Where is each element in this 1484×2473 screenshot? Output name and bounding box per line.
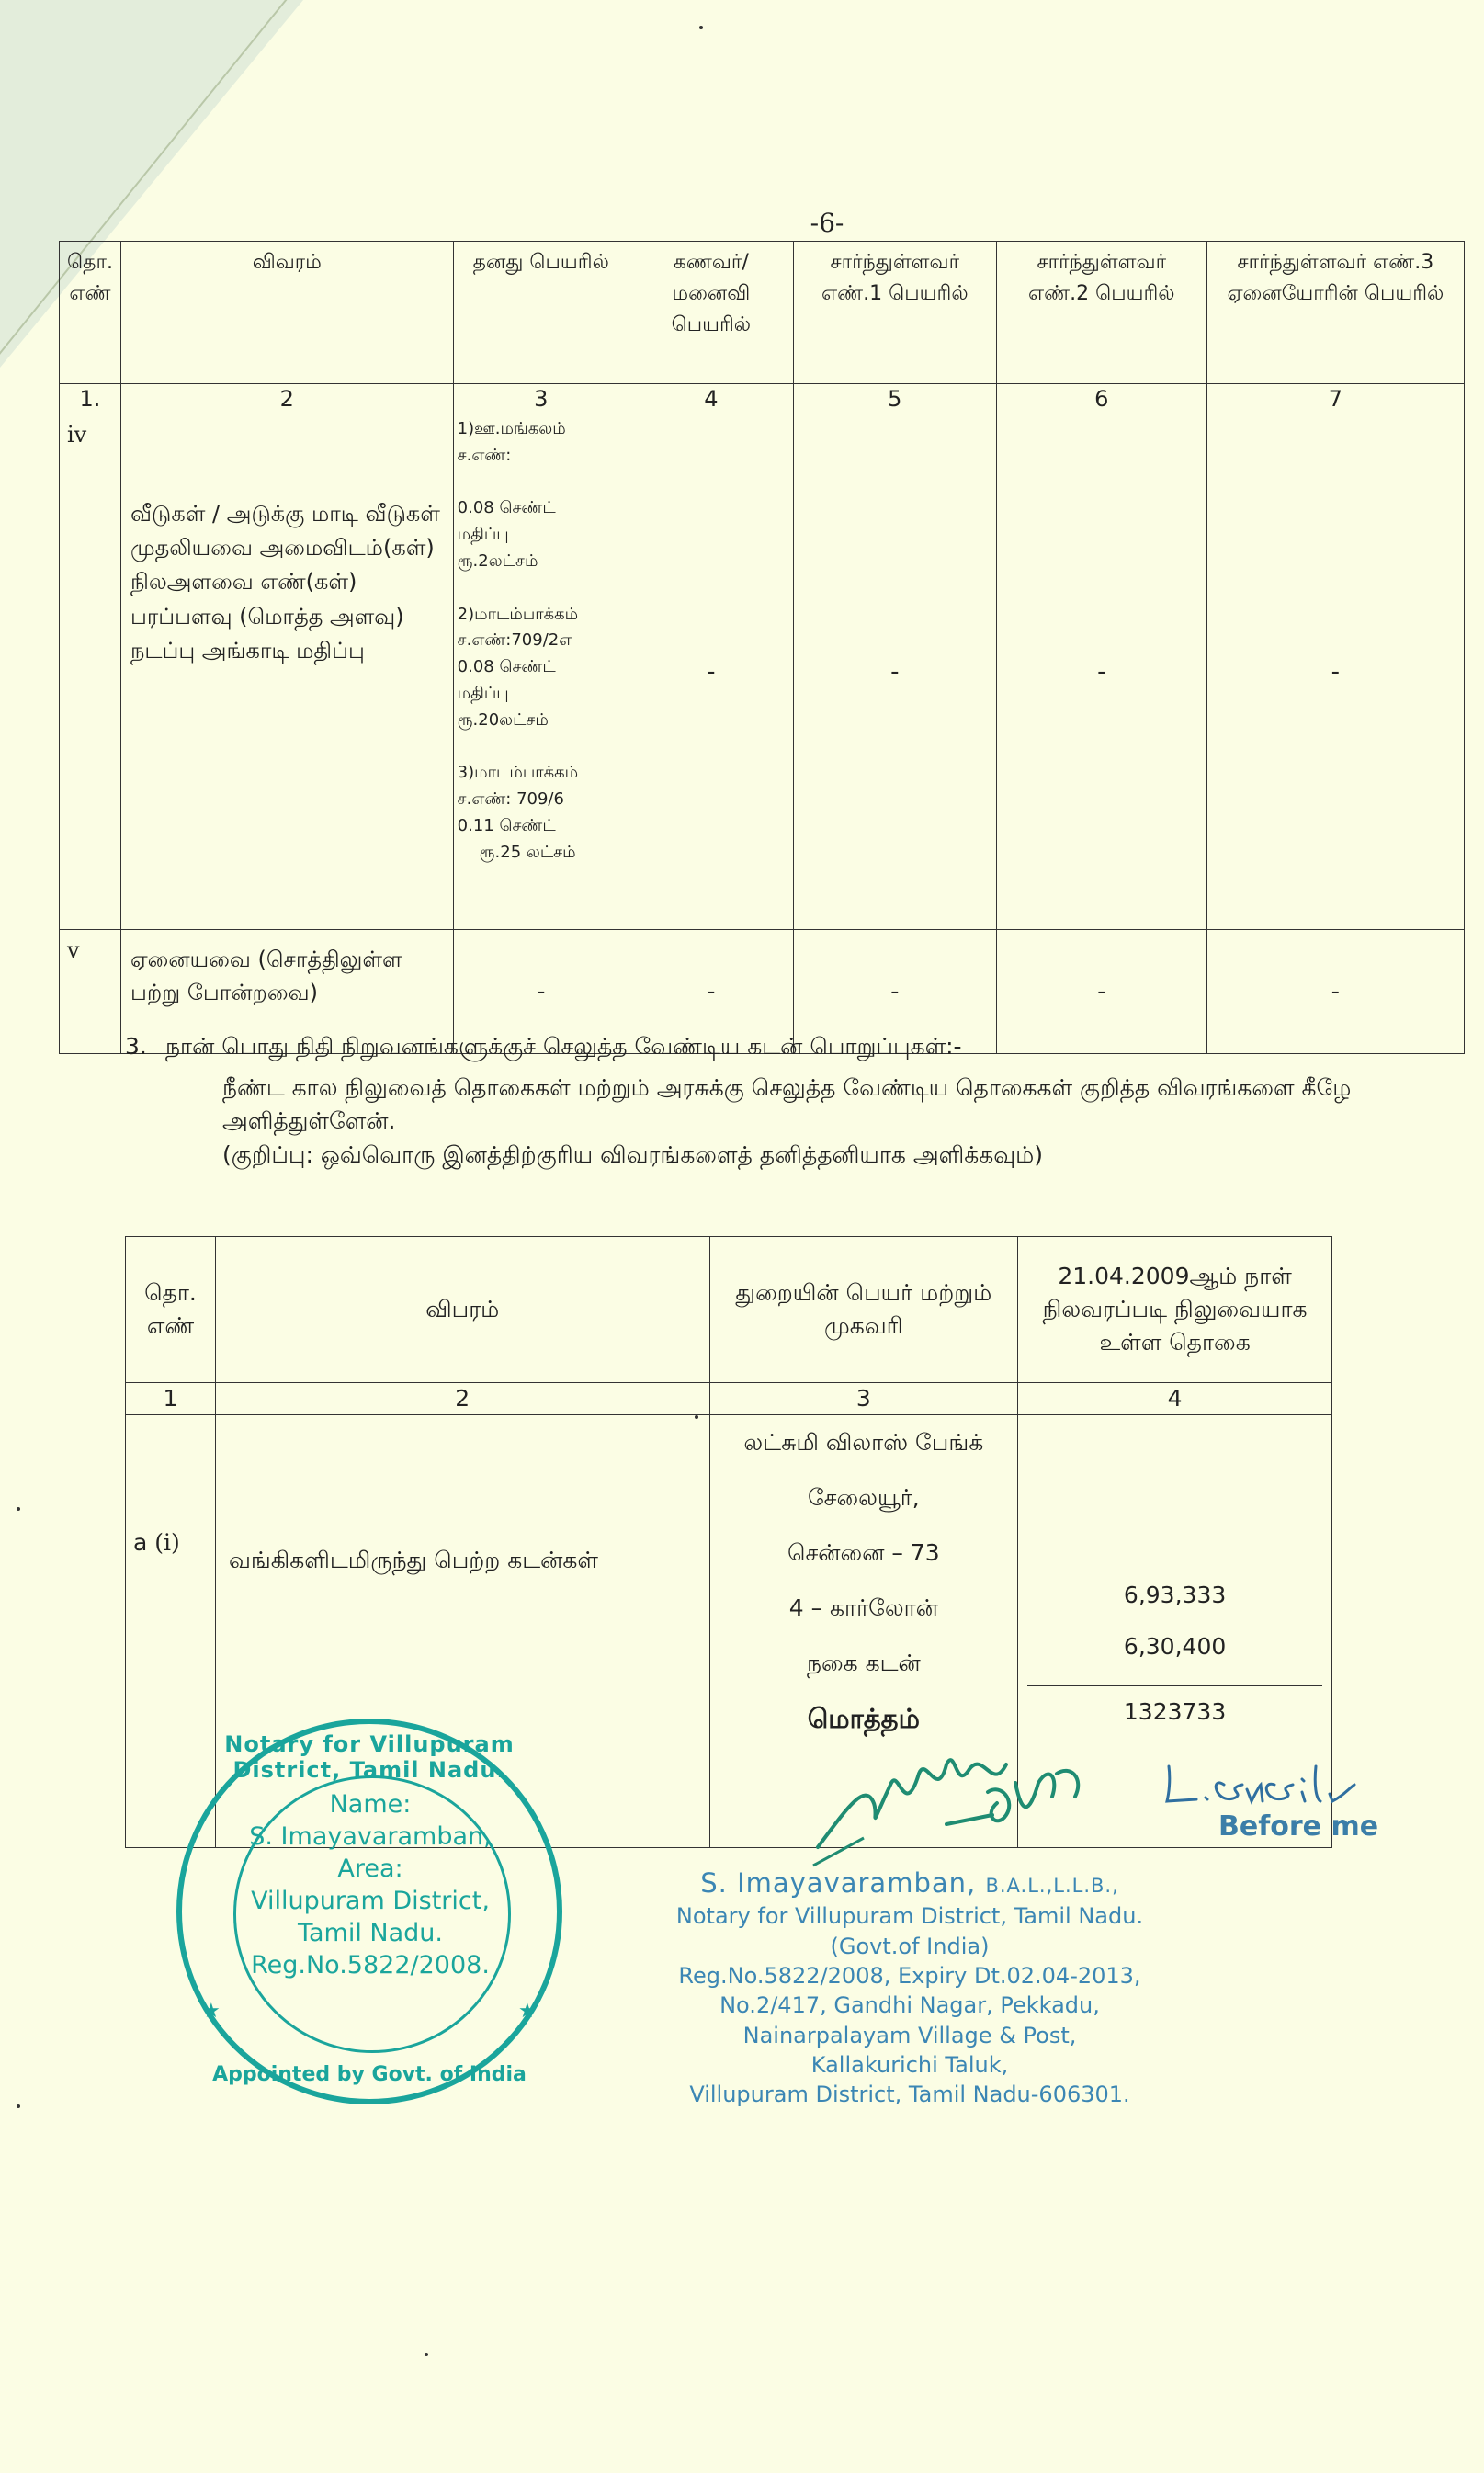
section-title: நான் பொது நிதி நிறுவனங்களுக்குச் செலுத்த வேண்டிய கடன் பொறுப்புகள்:-: [165, 1033, 962, 1060]
property-line: 0.08 செண்ட்: [457, 657, 556, 677]
property-line: 0.08 செண்ட்: [457, 498, 556, 518]
section-3-body: [222, 1072, 1371, 1172]
star-icon: ★: [202, 2000, 221, 2023]
speck: [17, 1507, 20, 1511]
col-number: 5: [793, 384, 996, 414]
property-line: 2)மாடம்பாக்கம்: [457, 604, 579, 624]
property-line: ச.எண்:709/2எ: [457, 630, 572, 651]
total-label: மொத்தம்: [807, 1703, 920, 1734]
stamp-line: Reg.No.5822/2008.: [251, 1951, 490, 1980]
row-description: வங்கிகளிடமிருந்து பெற்ற கடன்கள்: [215, 1415, 709, 1848]
seal-line: No.2/417, Gandhi Nagar, Pekkadu,: [719, 1992, 1100, 2019]
row-description: வீடுகள் / அடுக்கு மாடி வீடுகள் முதலியவை அமைவிடம்(கள்) நிலஅளவை எண்(கள்) பரப்பளவு (மொத்த அளவு) நடப்பு அங்காடி மதிப்பு: [120, 414, 453, 930]
own-name-details: [453, 414, 629, 930]
col-number: 3: [453, 384, 629, 414]
col-number: 4: [1018, 1383, 1332, 1415]
total-amount: 1323733: [1123, 1698, 1227, 1725]
serial-roman: (i): [154, 1529, 180, 1556]
speck: [17, 2104, 20, 2108]
property-line: ச.எண்: 709/6: [457, 789, 564, 810]
bank-line: நகை கடன்: [806, 1650, 921, 1676]
header-description: விபரம்: [215, 1237, 709, 1383]
dependent-2-value: -: [996, 414, 1206, 930]
stamp-ring-top-text: Notary for Villupuram District, Tamil Nadu.: [224, 1731, 515, 1783]
header-dependent-2: சார்ந்துள்ளவர் எண்.2 பெயரில்: [996, 242, 1206, 384]
header-dependent-3: சார்ந்துள்ளவர் எண்.3 ஏனையோரின் பெயரில்: [1206, 242, 1464, 384]
stamp-center-text: [219, 1788, 522, 1982]
bank-line: சென்னை – 73: [787, 1539, 940, 1566]
property-line: [458, 470, 625, 496]
col-number: 1: [126, 1383, 216, 1415]
car-loan-amount: 6,93,333: [1123, 1582, 1227, 1608]
speck: [699, 26, 703, 29]
property-line: 3)மாடம்பாக்கம்: [457, 763, 579, 783]
seal-line: Kallakurichi Taluk,: [810, 2052, 1009, 2079]
row-serial: v: [60, 930, 121, 1054]
col-number: 2: [120, 384, 453, 414]
serial-letter: a: [133, 1529, 148, 1556]
seal-line: Villupuram District, Tamil Nadu-606301.: [689, 2082, 1130, 2108]
stamp-line: Tamil Nadu.: [297, 1919, 444, 1948]
property-line: மதிப்பு: [457, 683, 509, 703]
property-line: ரூ.25 லட்சம்: [479, 842, 576, 862]
header-balance: 21.04.2009ஆம் நாள் நிலவரப்படி நிலுவையாக உள்ள தொகை: [1018, 1237, 1332, 1383]
spouse-value: -: [629, 930, 793, 1054]
notary-signature: [809, 1728, 1103, 1875]
section-paragraph: நீண்ட கால நிலுவைத் தொகைகள் மற்றும் அரசுக்கு செலுத்த வேண்டிய தொகைகள் குறித்த விவரங்களை கீழே அளித்துள்ளேன்.: [222, 1074, 1352, 1135]
assets-table: [59, 241, 1465, 1054]
section-note: (குறிப்பு: ஒவ்வொரு இனத்திற்குரிய விவரங்களைத் தனித்தனியாக அளிக்கவும்): [222, 1140, 1044, 1168]
property-line: 1)ஊ.மங்கலம்: [457, 419, 566, 438]
column-number-row: [126, 1383, 1332, 1415]
seal-line: Reg.No.5822/2008, Expiry Dt.02.04-2013,: [678, 1962, 1141, 1989]
dependent-3-value: -: [1206, 930, 1464, 1054]
dependent-1-value: -: [793, 930, 996, 1054]
property-line: 0.11 செண்ட்: [457, 815, 556, 835]
col-number: 7: [1206, 384, 1464, 414]
stamp-line: S. Imayavaramban,: [249, 1822, 492, 1852]
star-icon: ★: [518, 2000, 537, 2023]
header-own-name: தனது பெயரில்: [453, 242, 629, 384]
header-dependent-1: சார்ந்துள்ளவர் எண்.1 பெயரில்: [793, 242, 996, 384]
notary-name: S. Imayavaramban,: [700, 1867, 977, 1899]
seal-name: [625, 1866, 1195, 1901]
amount-spacer: [1018, 1415, 1331, 1570]
property-line: ச.எண்:: [457, 445, 512, 465]
property-line: மதிப்பு: [457, 525, 509, 545]
bank-line: சேலையூர்,: [807, 1484, 920, 1511]
col-number: 2: [215, 1383, 709, 1415]
column-number-row: [60, 384, 1465, 414]
dependent-1-value: -: [793, 414, 996, 930]
dependent-2-value: -: [996, 930, 1206, 1054]
header-description: விவரம்: [120, 242, 453, 384]
spouse-value: -: [629, 414, 793, 930]
own-value: -: [453, 930, 629, 1054]
jewel-loan-amount: 6,30,400: [1123, 1633, 1227, 1660]
property-line: [458, 734, 625, 761]
liabilities-header-row: [126, 1237, 1332, 1383]
header-spouse-name: கணவர்/ மனைவி பெயரில்: [629, 242, 793, 384]
col-number: 6: [996, 384, 1206, 414]
dependent-3-value: -: [1206, 414, 1464, 930]
notary-seal: [625, 1866, 1195, 2110]
section-3-heading: [125, 1029, 1430, 1064]
header-serial: தொ. எண்: [126, 1237, 216, 1383]
seal-line: Notary for Villupuram District, Tamil Nadu.: [675, 1903, 1144, 1930]
property-line: ரூ.2லட்சம்: [457, 550, 538, 571]
speck: [695, 1415, 698, 1419]
header-department: துறையின் பெயர் மற்றும் முகவரி: [709, 1237, 1018, 1383]
row-houses: [60, 414, 1465, 930]
header-serial: தொ. எண்: [60, 242, 121, 384]
page-number: -6-: [810, 208, 844, 238]
stamp-line: Villupuram District,: [251, 1887, 490, 1916]
row-serial: iv: [60, 414, 121, 930]
deponent-signature: [1160, 1757, 1399, 1812]
notary-degree: B.A.L.,L.L.B.,: [985, 1875, 1119, 1897]
property-line: ரூ.20லட்சம்: [457, 709, 549, 730]
property-line: [458, 575, 625, 602]
bank-line: லட்சுமி விலாஸ் பேங்க்: [743, 1429, 984, 1456]
col-number: 3: [709, 1383, 1018, 1415]
before-me-stamp: Before me: [1218, 1810, 1379, 1843]
seal-line: (Govt.of India): [830, 1933, 990, 1959]
stamp-line: Area:: [337, 1855, 403, 1884]
col-number: 1.: [60, 384, 121, 414]
notary-round-stamp: [176, 1719, 562, 2104]
seal-line: Nainarpalayam Village & Post,: [742, 2022, 1077, 2048]
bank-line: 4 – கார்லோன்: [788, 1594, 938, 1621]
row-description: ஏனையவை (சொத்திலுள்ள பற்று போன்றவை): [120, 930, 453, 1054]
speck: [425, 2353, 428, 2356]
col-number: 4: [629, 384, 793, 414]
section-number: 3.: [125, 1033, 147, 1060]
assets-header-row: [60, 242, 1465, 384]
stamp-line: Name:: [329, 1790, 412, 1819]
stamp-ring-bottom-text: Appointed by Govt. of India: [212, 2063, 527, 2086]
